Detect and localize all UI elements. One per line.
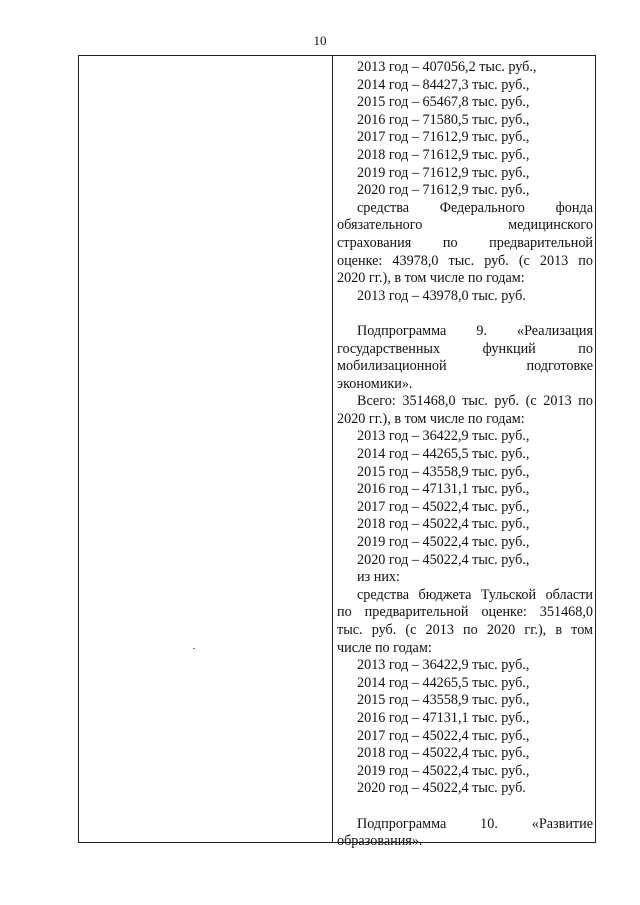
text-line: обязательного медицинского bbox=[337, 217, 593, 234]
text-line: 2014 год – 84427,3 тыс. руб., bbox=[357, 76, 530, 93]
text-line: Подпрограмма 10. «Развитие bbox=[357, 815, 593, 832]
text-line: 2016 год – 71580,5 тыс. руб., bbox=[357, 111, 530, 128]
text-line: 2014 год – 44265,5 тыс. руб., bbox=[357, 674, 530, 691]
text-line: 2013 год – 36422,9 тыс. руб., bbox=[357, 657, 530, 674]
column-divider bbox=[332, 56, 333, 842]
text-line: 2017 год – 45022,4 тыс. руб., bbox=[357, 727, 530, 744]
text-line: Всего: 351468,0 тыс. руб. (с 2013 по bbox=[357, 393, 593, 410]
text-line: средства Федерального фонда bbox=[357, 199, 593, 216]
text-line: оценке: 43978,0 тыс. руб. (с 2013 по bbox=[337, 252, 593, 269]
text-line: мобилизационной подготовке bbox=[337, 358, 593, 375]
text-line: 2020 гг.), в том числе по годам: bbox=[337, 410, 525, 427]
paragraph-gap bbox=[337, 798, 593, 816]
paragraph-gap bbox=[337, 305, 593, 323]
text-line: 2018 год – 45022,4 тыс. руб., bbox=[357, 745, 530, 762]
text-line: 2016 год – 47131,1 тыс. руб., bbox=[357, 709, 530, 726]
document-table bbox=[78, 55, 596, 850]
text-line: 2018 год – 71612,9 тыс. руб., bbox=[357, 146, 530, 163]
page-number: 10 bbox=[313, 33, 327, 48]
text-line: по предварительной оценке: 351468,0 bbox=[337, 604, 593, 621]
text-line: 2017 год – 71612,9 тыс. руб., bbox=[357, 129, 530, 146]
text-line: из них: bbox=[357, 569, 400, 586]
text-line: 2018 год – 45022,4 тыс. руб., bbox=[357, 516, 530, 533]
text-line: 2015 год – 65467,8 тыс. руб., bbox=[357, 94, 530, 111]
text-line: экономики». bbox=[337, 375, 413, 392]
text-line: числе по годам: bbox=[337, 639, 432, 656]
text-line: 2019 год – 71612,9 тыс. руб., bbox=[357, 164, 530, 181]
scan-speck bbox=[193, 648, 195, 649]
text-line: Подпрограмма 9. «Реализация bbox=[357, 322, 593, 339]
text-line: страхования по предварительной bbox=[337, 234, 593, 251]
text-line: 2019 год – 45022,4 тыс. руб., bbox=[357, 534, 530, 551]
text-line: государственных функций по bbox=[337, 340, 593, 357]
text-line: 2016 год – 47131,1 тыс. руб., bbox=[357, 481, 530, 498]
text-line: 2019 год – 45022,4 тыс. руб., bbox=[357, 762, 530, 779]
text-line: 2020 год – 45022,4 тыс. руб. bbox=[357, 780, 526, 797]
text-line: 2013 год – 36422,9 тыс. руб., bbox=[357, 428, 530, 445]
text-line: 2017 год – 45022,4 тыс. руб., bbox=[357, 498, 530, 515]
text-line: 2013 год – 407056,2 тыс. руб., bbox=[357, 59, 537, 75]
text-line: 2014 год – 44265,5 тыс. руб., bbox=[357, 446, 530, 463]
table-right-cell bbox=[337, 59, 593, 851]
text-line: средства бюджета Тульской области bbox=[357, 586, 593, 603]
text-line: 2020 год – 71612,9 тыс. руб., bbox=[357, 182, 530, 199]
text-line: 2020 год – 45022,4 тыс. руб., bbox=[357, 551, 530, 568]
text-line: 2020 гг.), в том числе по годам: bbox=[337, 270, 525, 287]
text-line: 2015 год – 43558,9 тыс. руб., bbox=[357, 463, 530, 480]
text-line: 2013 год – 43978,0 тыс. руб. bbox=[357, 287, 526, 304]
text-line: образования». bbox=[337, 833, 423, 850]
text-line: 2015 год – 43558,9 тыс. руб., bbox=[357, 692, 530, 709]
text-line: тыс. руб. (с 2013 по 2020 гг.), в том bbox=[337, 622, 593, 638]
